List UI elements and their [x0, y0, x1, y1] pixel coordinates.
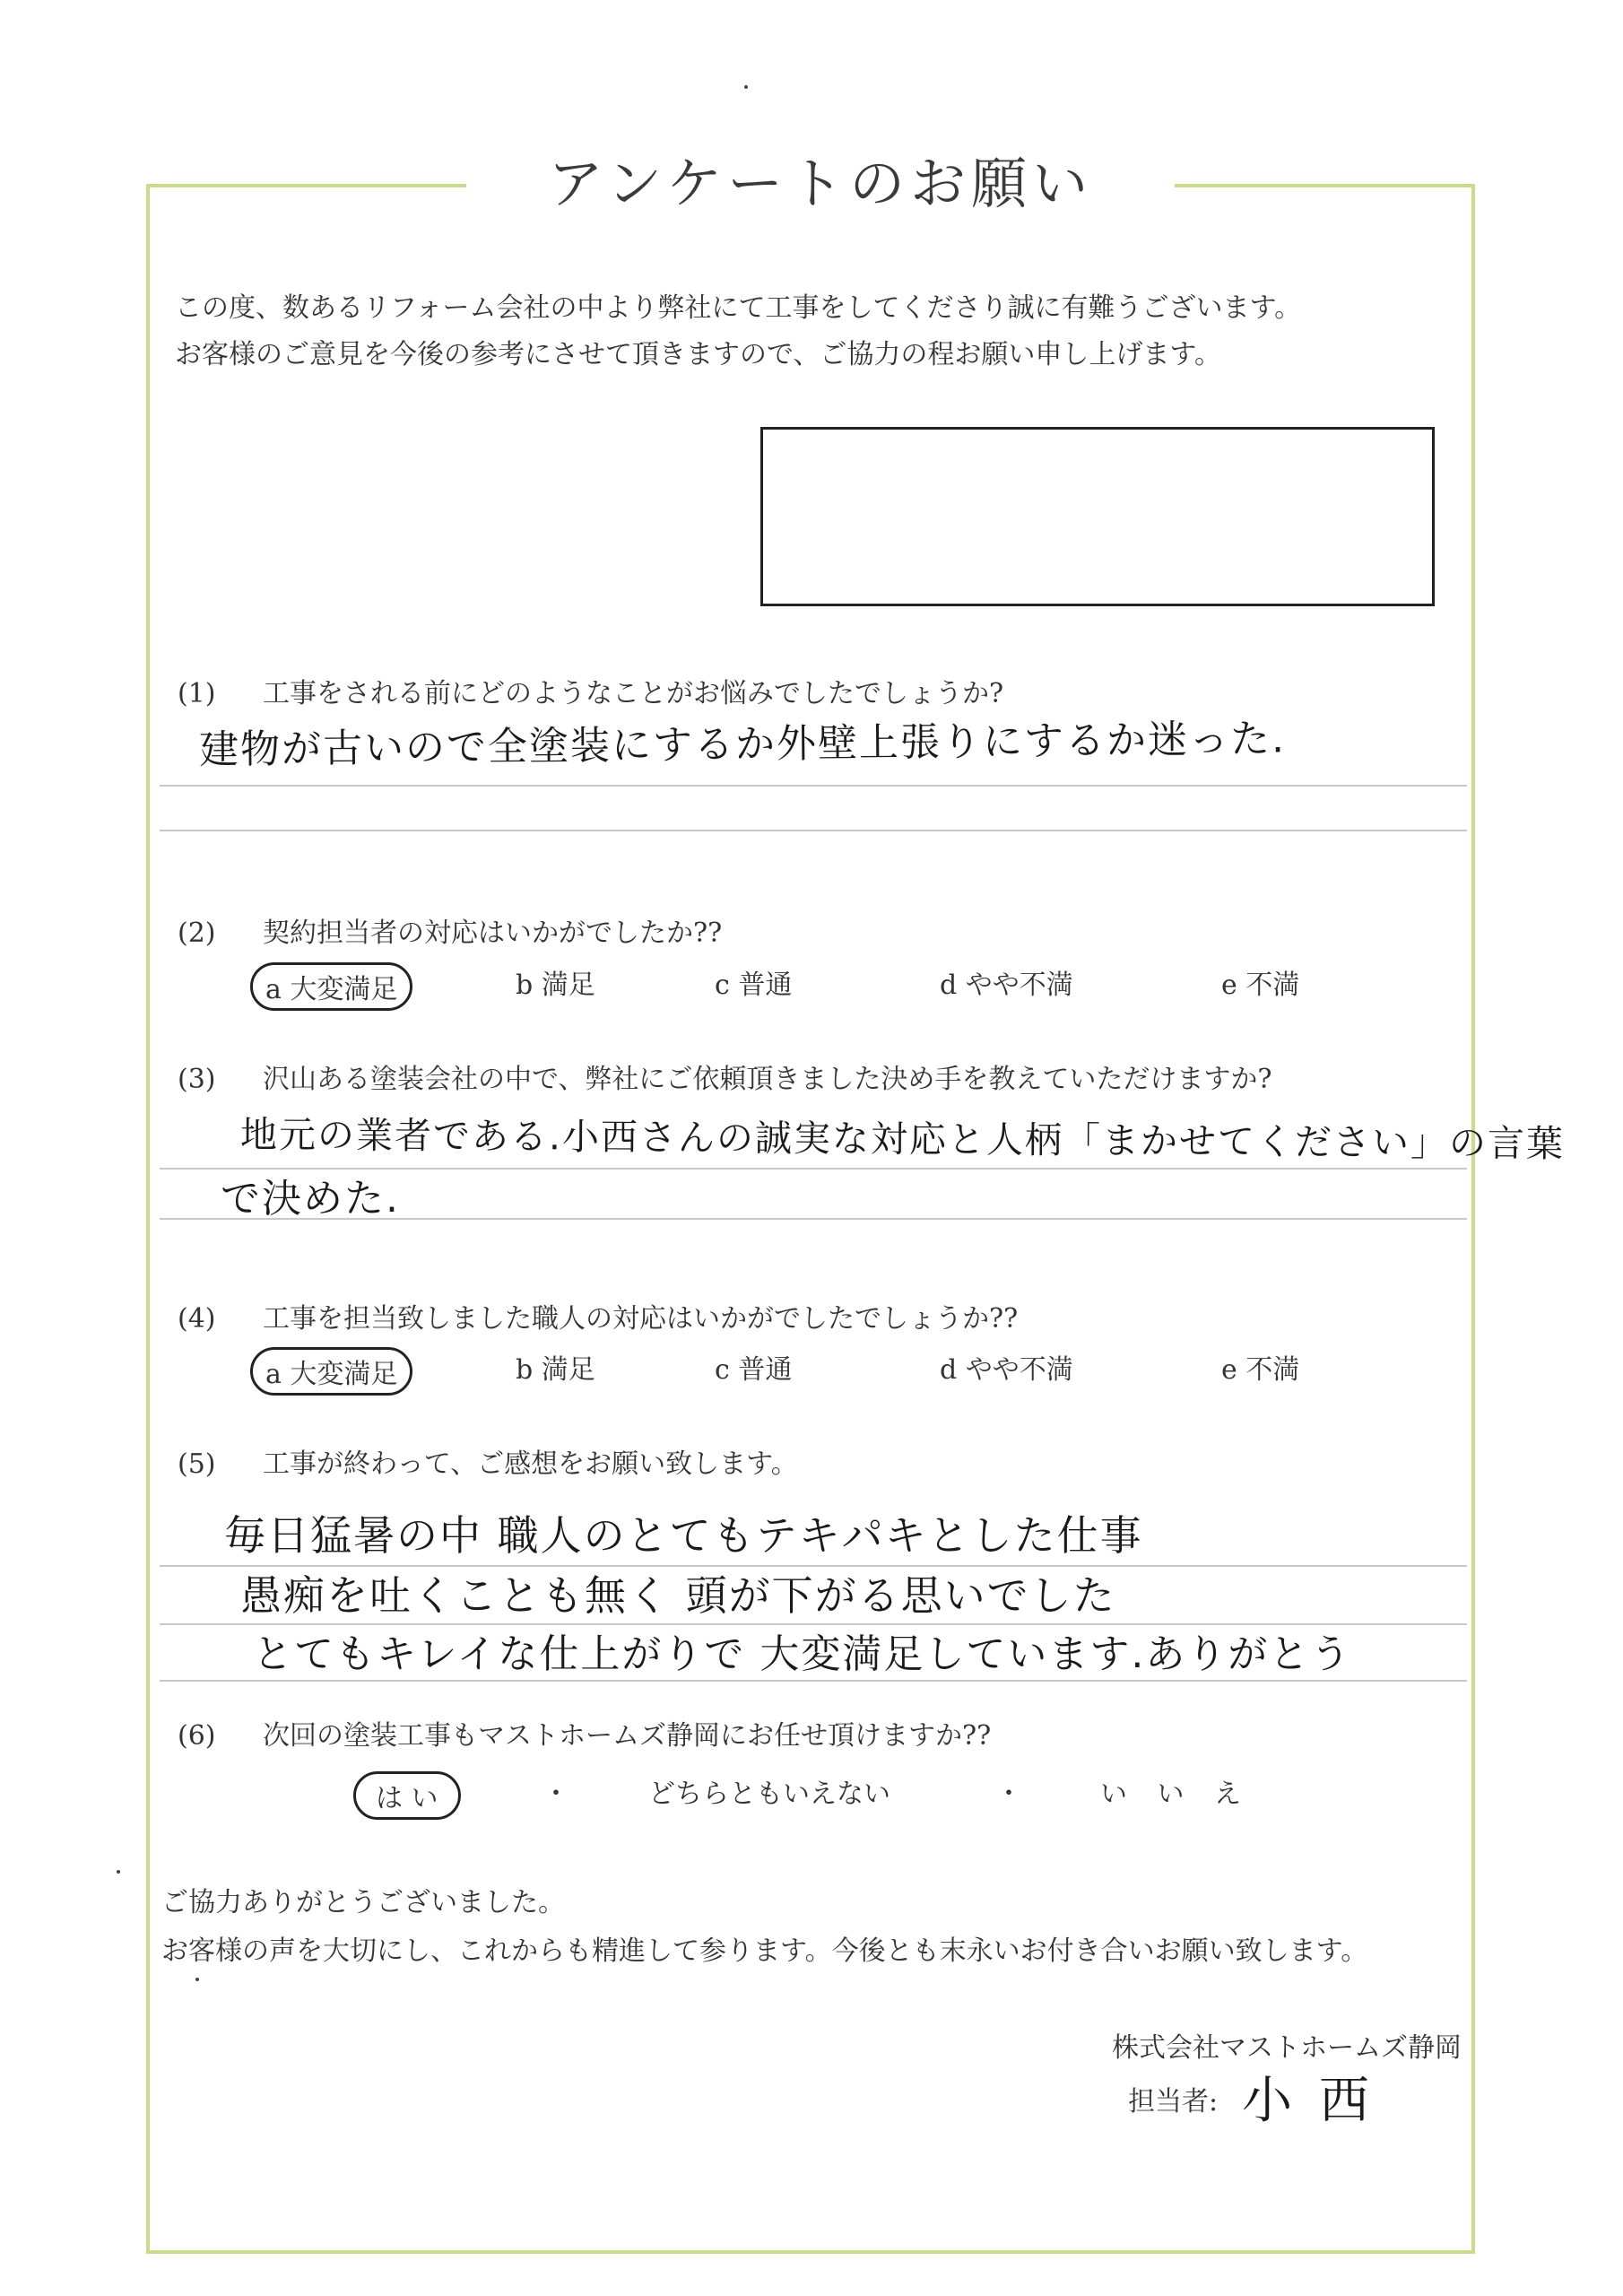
separator-dot: ・ — [995, 1779, 1022, 1810]
closing-line-2: お客様の声を大切にし、これからも精進して参ります。今後とも末永いお付き合いお願い致します。 — [161, 1935, 1368, 1967]
scan-speck — [195, 1978, 199, 1981]
answer-line — [160, 1218, 1467, 1220]
option-satisfied[interactable]: b 満足 — [516, 1354, 595, 1386]
answer-1-line-1: 建物が古いので全塗装にするか外壁上張りにするか迷った. — [198, 716, 1287, 773]
answer-5-line-1: 毎日猛暑の中 職人のとてもテキパキとした仕事 — [224, 1511, 1143, 1560]
question-1-number: (1) — [178, 678, 216, 709]
option-dissatisfied[interactable]: e 不満 — [1221, 1354, 1300, 1386]
answer-line — [160, 1680, 1467, 1682]
option-normal[interactable]: c 普通 — [715, 970, 793, 1001]
intro-line-1: この度、数あるリフォーム会社の中より弊社にて工事をしてくださり誠に有難うございます。 — [175, 292, 1302, 324]
answer-line — [160, 830, 1467, 831]
question-5-text: 工事が終わって、ご感想をお願い致します。 — [263, 1448, 798, 1480]
option-somewhat-dissatisfied[interactable]: d やや不満 — [940, 970, 1073, 1001]
staff-signature: 小西 — [1242, 2072, 1396, 2130]
question-5 — [178, 1441, 798, 1481]
question-2-text: 契約担当者の対応はいかがでしたか?? — [263, 918, 723, 949]
option-normal[interactable]: c 普通 — [715, 1354, 793, 1386]
option-no[interactable]: い い え — [1100, 1779, 1253, 1810]
page-title: アンケートのお願い — [547, 151, 1094, 216]
question-6 — [178, 1713, 991, 1752]
closing-line-1: ご協力ありがとうございました。 — [161, 1887, 565, 1918]
option-very-satisfied[interactable]: a 大変満足 — [250, 962, 412, 1011]
question-4 — [178, 1296, 1018, 1335]
answer-line — [160, 785, 1467, 787]
option-yes[interactable]: は い — [353, 1771, 461, 1820]
question-4-text: 工事を担当致しました職人の対応はいかがでしたでしょうか?? — [263, 1303, 1019, 1335]
question-6-number: (6) — [178, 1720, 216, 1752]
option-very-satisfied[interactable]: a 大変満足 — [250, 1347, 412, 1396]
separator-dot: ・ — [542, 1779, 569, 1810]
question-3-text: 沢山ある塗装会社の中で、弊社にご依頼頂きました決め手を教えていただけますか? — [263, 1064, 1272, 1095]
answer-5-line-2: 愚痴を吐くことも無く 頭が下がる思いでした — [240, 1571, 1116, 1620]
question-1-text: 工事をされる前にどのようなことがお悩みでしたでしょうか? — [263, 678, 1004, 709]
question-5-number: (5) — [178, 1448, 216, 1480]
intro-line-2: お客様のご意見を今後の参考にさせて頂きますので、ご協力の程お願い申し上げます。 — [175, 339, 1221, 370]
question-3 — [178, 1057, 1271, 1096]
option-dissatisfied[interactable]: e 不満 — [1221, 970, 1300, 1001]
answer-3-line-1: 地元の業者である.小西さんの誠実な対応と人柄「まかせてください」の言葉 — [239, 1113, 1566, 1166]
question-3-number: (3) — [178, 1064, 216, 1095]
question-1 — [178, 671, 1003, 710]
scan-speck — [744, 85, 748, 89]
option-neither[interactable]: どちらともいえない — [648, 1779, 890, 1810]
staff-label: 担当者: — [1128, 2086, 1219, 2118]
company-name: 株式会社マストホームズ静岡 — [1112, 2032, 1462, 2064]
question-2-number: (2) — [178, 918, 216, 949]
answer-3-line-2: で決めた. — [221, 1176, 400, 1222]
answer-5-line-3: とてもキレイな仕上がりで 大変満足しています.ありがとう — [253, 1631, 1352, 1677]
customer-name-box — [760, 427, 1435, 606]
question-6-text: 次回の塗装工事もマストホームズ静岡にお任せ頂けますか?? — [263, 1720, 992, 1752]
question-4-number: (4) — [178, 1303, 216, 1335]
question-2 — [178, 910, 722, 950]
scan-speck — [117, 1870, 120, 1874]
option-satisfied[interactable]: b 満足 — [516, 970, 595, 1001]
option-somewhat-dissatisfied[interactable]: d やや不満 — [940, 1354, 1073, 1386]
